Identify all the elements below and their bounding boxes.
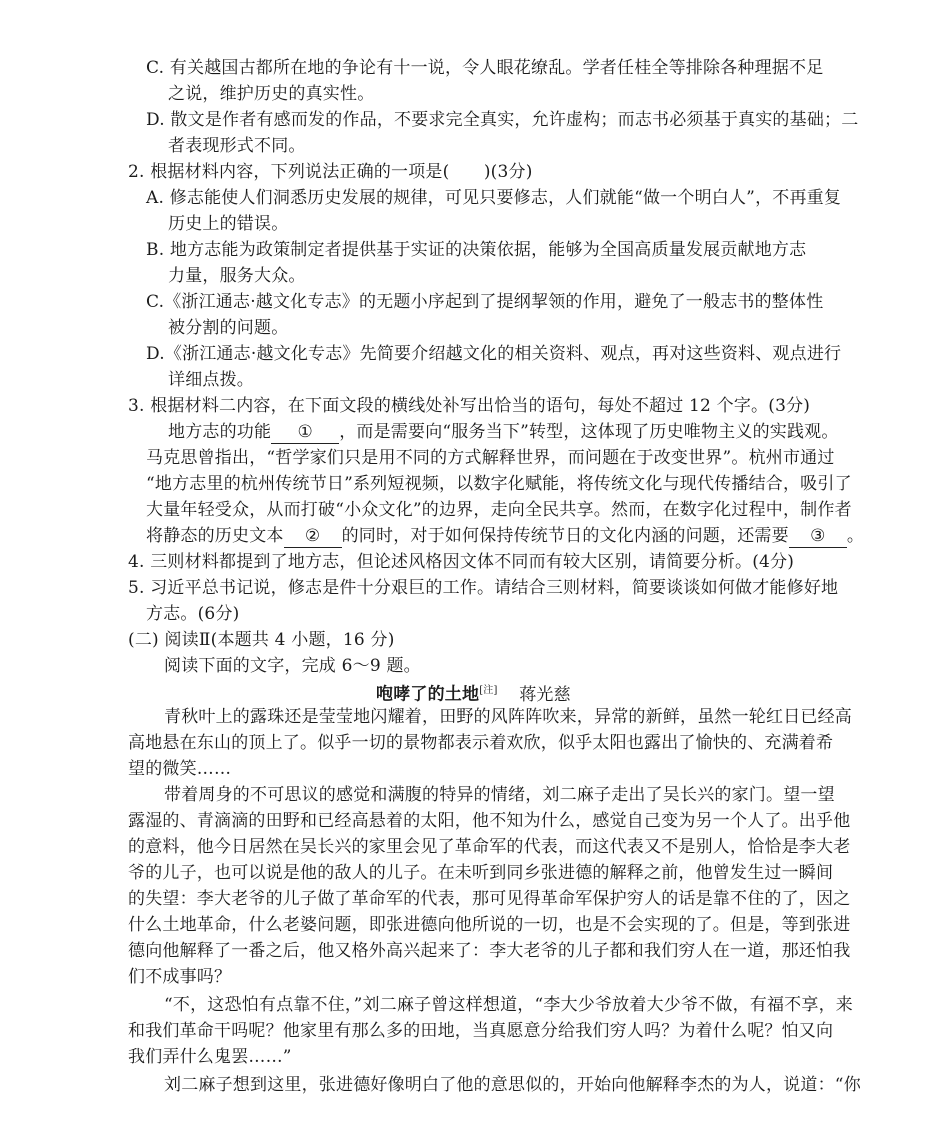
story-title-line [376, 680, 571, 706]
q3-text: 的同时，对于如何保持传统节日的文化内涵的问题，还需要 [341, 526, 789, 546]
story-line: 高地悬在东山的顶上了。似乎一切的景物都表示着欢欣，似乎太阳也露出了愉快的、充满着希 [128, 733, 834, 753]
story-line: 刘二麻子想到这里，张进德好像明白了他的意思似的，开始向他解释李杰的为人，说道：“你 [164, 1075, 861, 1095]
story-line: 的失望：李大老爷的儿子做了革命军的代表，那可见得革命军保护穷人的话是靠不住的了，因之 [128, 889, 851, 909]
q2-option-c-line1: C.《浙江通志·越文化专志》的无题小序起到了提纲挈领的作用，避免了一般志书的整体性 [146, 292, 824, 312]
story-author: 蒋光慈 [519, 684, 571, 705]
story-line: 望的微笑…… [128, 759, 232, 779]
q3-text: 。 [846, 526, 865, 546]
option-c-line2: 之说，维护历史的真实性。 [168, 84, 375, 104]
q2-option-c-line2: 被分割的问题。 [168, 318, 289, 338]
story-line: “不，这恐怕有点靠不住，”刘二麻子曾这样想道，“李大少爷放着大少爷不做，有福不享，来 [164, 995, 853, 1015]
q2-option-a-line1: A. 修志能使人们洞悉历史发展的规律，可见只要修志，人们就能“做一个明白人”，不再重复 [146, 188, 842, 208]
story-line: 爷的儿子，也可以说是他的敌人的儿子。在未听到同乡张进德的解释之前，他曾发生过一瞬间 [128, 863, 834, 883]
question-3-stem: 3. 根据材料二内容，在下面文段的横线处补写出恰当的语句，每处不超过 12 个字。(3分) [128, 396, 811, 416]
story-title: 咆哮了的土地 [376, 684, 480, 705]
story-line: 青秋叶上的露珠还是莹莹地闪耀着，田野的风阵阵吹来，异常的新鲜，虽然一轮红日已经高 [164, 707, 852, 727]
q2-option-a-line2: 历史上的错误。 [168, 214, 289, 234]
section-instruction: 阅读下面的文字，完成 6～9 题。 [164, 656, 421, 676]
question-5-line2: 方志。(6分) [146, 604, 240, 624]
blank-2: ② [284, 525, 342, 548]
story-line: 德向他解释了一番之后，他又格外高兴起来了：李大老爷的儿子都和我们穷人在一道，那还怕我 [128, 941, 851, 961]
question-5-line1: 5. 习近平总书记说，修志是件十分艰巨的工作。请结合三则材料，简要谈谈如何做才能修好地 [128, 578, 839, 598]
question-2-stem: 2. 根据材料内容，下列说法正确的一项是( )(3分) [128, 162, 533, 182]
q3-passage-line1 [168, 421, 839, 444]
blank-1: ① [271, 421, 339, 444]
story-line: 带着周身的不可思议的感觉和满腹的特异的情绪，刘二麻子走出了吴长兴的家门。望一望 [164, 785, 835, 805]
story-line: 们不成事吗？ [128, 967, 232, 987]
q2-option-d-line1: D.《浙江通志·越文化专志》先简要介绍越文化的相关资料、观点，再对这些资料、观点进行 [146, 344, 842, 364]
q2-option-d-line2: 详细点拨。 [168, 370, 254, 390]
story-line: 我们弄什么鬼罢……” [128, 1047, 292, 1067]
title-note-mark: [注] [479, 685, 498, 696]
q3-text: 将静态的历史文本 [146, 526, 284, 546]
q2-option-b-line2: 力量，服务大众。 [168, 266, 306, 286]
q3-passage-line2: 马克思曾指出，“哲学家们只是用不同的方式解释世界，而问题在于改变世界”。杭州市通过 [146, 448, 835, 468]
option-c-line1: C. 有关越国古都所在地的争论有十一说，令人眼花缭乱。学者任桂全等排除各种理据不足 [146, 58, 824, 78]
story-line: 什么土地革命，什么老婆问题，即张进德向他所说的一切，也是不会实现的了。但是，等到张进 [128, 915, 851, 935]
story-line: 和我们革命干吗呢？他家里有那么多的田地，当真愿意分给我们穷人吗？为着什么呢？怕又向 [128, 1021, 834, 1041]
q2-option-b-line1: B. 地方志能为政策制定者提供基于实证的决策依据，能够为全国高质量发展贡献地方志 [146, 240, 807, 260]
q3-passage-line4: 大量年轻受众，从而打破“小众文化”的边界，走向全民共享。然而，在数字化过程中，制作者 [146, 500, 852, 520]
section-heading: (二) 阅读Ⅱ(本题共 4 小题，16 分) [128, 630, 395, 650]
story-line: 露湿的、青滴滴的田野和已经高悬着的太阳，他不知为什么，感觉自己变为另一个人了。出乎他 [128, 811, 851, 831]
question-4: 4. 三则材料都提到了地方志，但论述风格因文体不同而有较大区别，请简要分析。(4分) [128, 552, 795, 572]
option-d-line2: 者表现形式不同。 [168, 136, 306, 156]
blank-3: ③ [789, 525, 847, 548]
option-d-line1: D. 散文是作者有感而发的作品，不要求完全真实，允许虚构；而志书必须基于真实的基础；二 [146, 110, 859, 130]
story-line: 的意料，他今日居然在吴长兴的家里会见了革命军的代表，而这代表又不是别人，恰恰是李大老 [128, 837, 851, 857]
q3-passage-line3: “地方志里的杭州传统节日”系列短视频，以数字化赋能，将传统文化与现代传播结合，吸引了 [146, 474, 852, 494]
q3-text: ，而是需要向“服务当下”转型，这体现了历史唯物主义的实践观。 [339, 422, 839, 442]
q3-passage-line5 [146, 525, 864, 548]
q3-text: 地方志的功能 [168, 422, 272, 442]
